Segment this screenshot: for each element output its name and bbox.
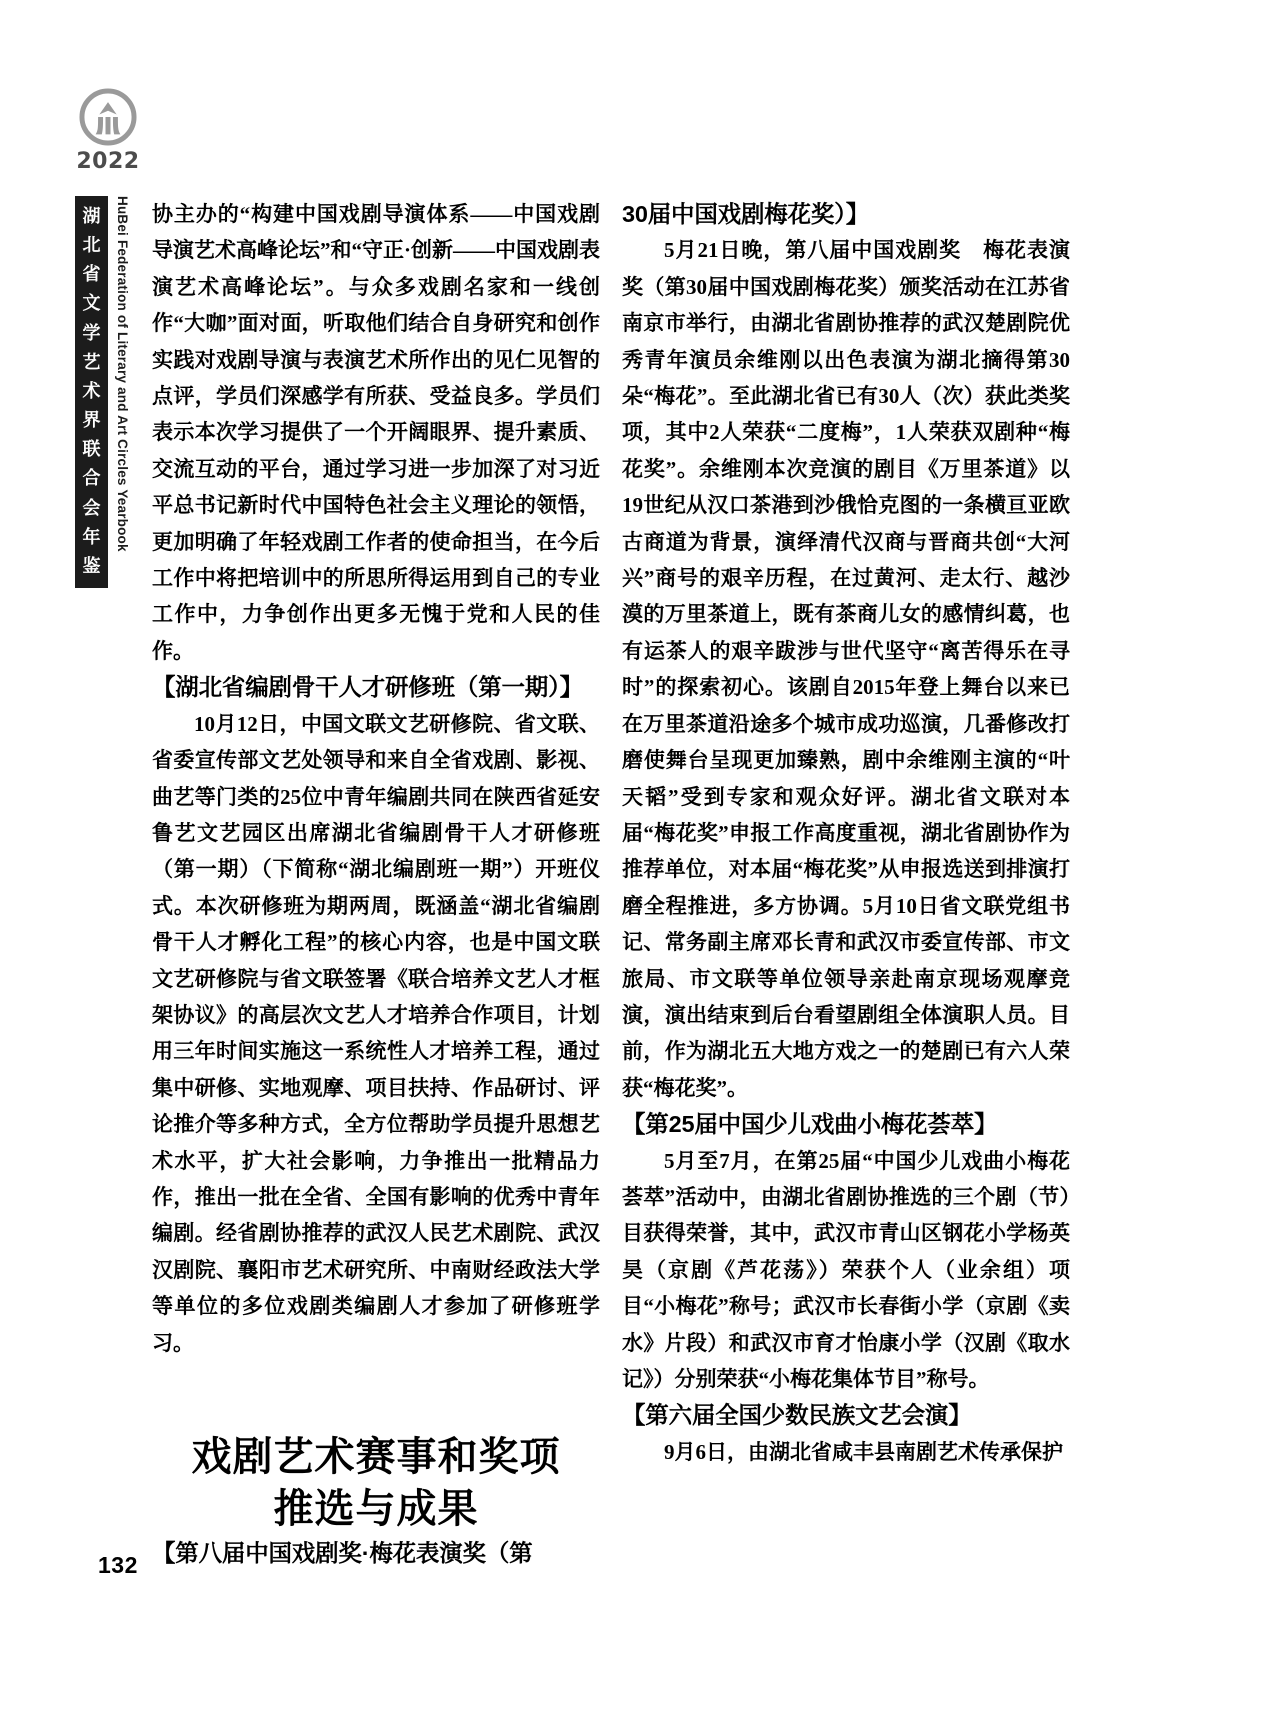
left-text-column <box>152 196 600 1571</box>
page-number: 132 <box>98 1552 138 1578</box>
right-heading-continued: 30届中国戏剧梅花奖）】 <box>622 201 869 227</box>
logo-year: 2022 <box>76 149 140 174</box>
left-section-body: 10月12日，中国文联文艺研修院、省文联、省委宣传部文艺处领导和来自全省戏剧、影视、曲艺等门类的25位中青年编剧共同在陕西省延安鲁艺文艺园区出席湖北省编剧骨干人才研修班（第一期）（下简称“湖北编剧班一期”）开班仪式。本次研修班为期两周，既涵盖“湖北省编剧骨干人才孵化工程”的核心内容，也是中国文联文艺研修院与省文联签署《联合培养文艺人才框架协议》的高层次文艺人才培养合作项目，计划用三年时间实施这一系统性人才培养工程，通过集中研修、实地观摩、项目扶持、作品研讨、评论推介等多种方式，全方位帮助学员提升思想艺术水平，扩大社会影响，力争推出一批精品力作，推出一批在全省、全国有影响的优秀中青年编剧。经省剧协推荐的武汉人民艺术剧院、武汉汉剧院、襄阳市艺术研究所、中南财经政法大学等单位的多位戏剧类编剧人才参加了研修班学习。 <box>152 711 600 1355</box>
chapter-title-line-2: 推选与成果 <box>273 1487 479 1531</box>
right-heading-2: 【第25届中国少儿戏曲小梅花荟萃】 <box>622 1111 998 1138</box>
chapter-title <box>152 1431 600 1535</box>
left-section-heading-2: 【第八届中国戏剧奖·梅花表演奖（第 <box>152 1540 533 1566</box>
sidebar-vertical-title-cn: 湖北省文学艺术界联合会年鉴 <box>75 196 108 588</box>
hubei-federation-logo-icon <box>77 86 139 148</box>
page-margin-branding <box>62 86 154 606</box>
sidebar-vertical-title-en: HuBei Federation of Literary and Art Circles Yearbook <box>115 196 130 552</box>
chapter-title-block <box>152 1431 600 1535</box>
chapter-title-line-1: 戏剧艺术赛事和奖项 <box>191 1435 561 1479</box>
right-heading-3: 【第六届全国少数民族文艺会演】 <box>622 1402 972 1429</box>
left-section-heading: 【湖北省编剧骨干人才研修班（第一期）】 <box>152 674 583 701</box>
logo-block <box>70 86 146 173</box>
right-paragraph-3: 9月6日，由湖北省咸丰县南剧艺术传承保护 <box>664 1439 1063 1464</box>
left-paragraph-continued: 协主办的“构建中国戏剧导演体系——中国戏剧导演艺术高峰论坛”和“守正·创新——中国戏剧表演艺术高峰论坛”。与众多戏剧名家和一线创作“大咖”面对面，听取他们结合自身研究和创作实践对戏剧导演与表演艺术所作出的见仁见智的点评，学员们深感学有所获、受益良多。学员们表示本次学习提供了一个开阔眼界、提升素质、交流互动的平台，通过学习进一步加深了对习近平总书记新时代中国特色社会主义理论的领悟，更加明确了年轻戏剧工作者的使命担当，在今后工作中将把培训中的所思所得运用到自己的专业工作中，力争创作出更多无愧于党和人民的佳作。 <box>152 202 601 663</box>
right-paragraph-2: 5月至7月，在第25届“中国少儿戏曲小梅花荟萃”活动中，由湖北省剧协推选的三个剧（节）目获得荣誉，其中，武汉市青山区钢花小学杨英昊（京剧《芦花荡》）荣获个人（业余组）项目“小梅花”称号；武汉市长春街小学（京剧《卖水》片段）和武汉市育才怡康小学（汉剧《取水记》）分别荣获“小梅花集体节目”称号。 <box>622 1148 1070 1391</box>
right-text-column <box>622 196 1070 1470</box>
right-paragraph-1: 5月21日晚，第八届中国戏剧奖 梅花表演奖（第30届中国戏剧梅花奖）颁奖活动在江苏省南京市举行，由湖北省剧协推荐的武汉楚剧院优秀青年演员余维刚以出色表演为湖北摘得第30朵“梅花”。至此湖北省已有30人（次）获此类奖项，其中2人荣获“二度梅”，1人荣获双剧种“梅花奖”。余维刚本次竞演的剧目《万里茶道》以19世纪从汉口茶港到沙俄恰克图的一条横亘亚欧古商道为背景，演绎清代汉商与晋商共创“大河兴”商号的艰辛历程，在过黄河、走太行、越沙漠的万里茶道上，既有茶商儿女的感情纠葛，也有运茶人的艰辛跋涉与世代坚守“离苦得乐在寻时”的探索初心。该剧自2015年登上舞台以来已在万里茶道沿途多个城市成功巡演，几番修改打磨使舞台呈现更加臻熟，剧中余维刚主演的“叶天韬”受到专家和观众好评。湖北省文联对本届“梅花奖”申报工作高度重视，湖北省剧协作为推荐单位，对本届“梅花奖”从申报选送到排演打磨全程推进，多方协调。5月10日省文联党组书记、常务副主席邓长青和武汉市委宣传部、市文旅局、市文联等单位领导亲赴南京现场观摩竞演，演出结束到后台看望剧组全体演职人员。目前，作为湖北五大地方戏之一的楚剧已有六人荣获“梅花奖”。 <box>622 238 1070 1100</box>
